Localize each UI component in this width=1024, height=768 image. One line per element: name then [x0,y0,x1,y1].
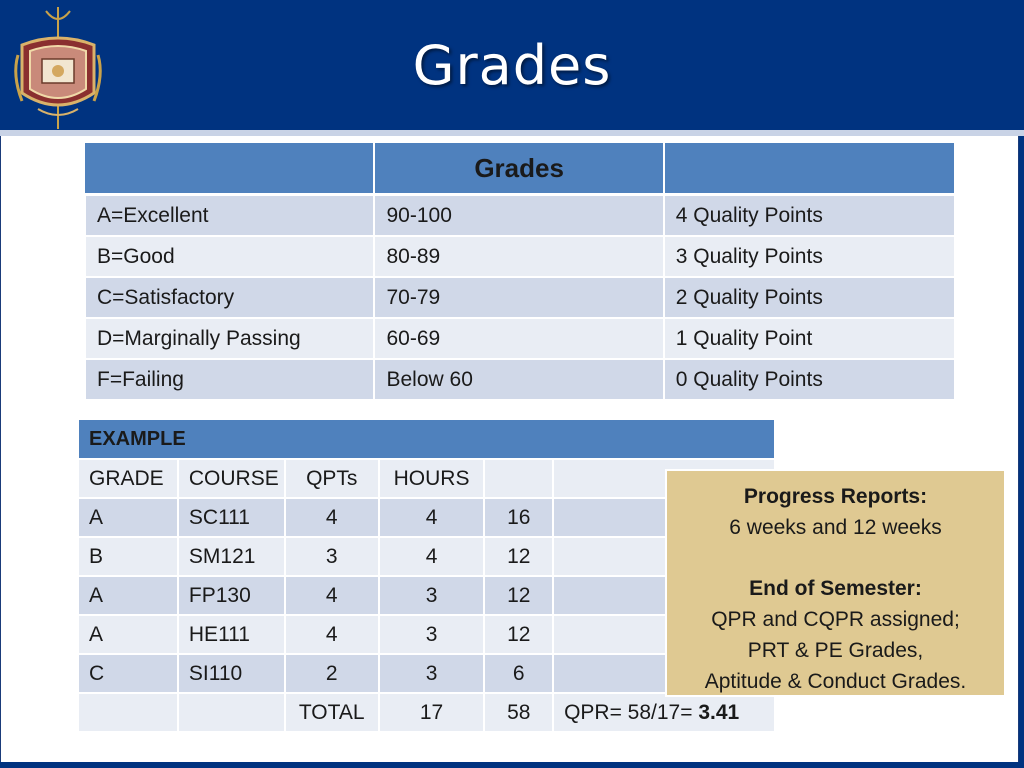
table-cell: 4 [379,537,485,576]
table-cell: 3 [285,537,379,576]
table-row [85,236,955,277]
column-header: COURSE [178,459,285,498]
table-cell: 12 [484,537,553,576]
total-hours: 17 [379,693,485,732]
frame-edge-bottom [0,762,1024,768]
table-cell: 80-89 [374,236,663,277]
table-cell: 12 [484,615,553,654]
table-cell: 4 [285,498,379,537]
column-header: HOURS [379,459,485,498]
table-row [85,195,955,237]
table-cell: SC111 [178,498,285,537]
grade-scale-table [84,143,956,401]
table-cell: F=Failing [85,359,374,400]
column-header [484,459,553,498]
table-cell: 3 [379,615,485,654]
table-cell: 0 Quality Points [664,359,955,400]
note-line: 6 weeks and 12 weeks [729,516,942,539]
table-cell: D=Marginally Passing [85,318,374,359]
table-cell: 16 [484,498,553,537]
table-cell [178,693,285,732]
column-header: GRADE [78,459,178,498]
table-cell: 4 [379,498,485,537]
header-cell [664,143,955,195]
table-cell: FP130 [178,576,285,615]
table-cell: HE111 [178,615,285,654]
table-cell: Below 60 [374,359,663,400]
table-cell: 12 [484,576,553,615]
table-cell: A [78,615,178,654]
example-title-row [78,419,775,459]
table-cell: 1 Quality Point [664,318,955,359]
column-header: QPTs [285,459,379,498]
table-cell: 3 [379,576,485,615]
table-cell: 70-79 [374,277,663,318]
table-cell: 2 Quality Points [664,277,955,318]
table-cell: 4 Quality Points [664,195,955,237]
qpr-result [553,693,775,732]
qpr-formula: QPR= 58/17= [564,700,699,724]
table-cell: 2 [285,654,379,693]
total-points: 58 [484,693,553,732]
table-cell: B [78,537,178,576]
note-line: QPR and CQPR assigned; [711,608,960,631]
table-cell: A=Excellent [85,195,374,237]
table-cell: 3 Quality Points [664,236,955,277]
note-heading-semester: End of Semester: [749,577,922,600]
table-cell: 90-100 [374,195,663,237]
total-label: TOTAL [285,693,379,732]
page-title: Grades [412,34,612,97]
note-spacer [667,543,1004,573]
header-cell: Grades [374,143,663,195]
qpr-value: 3.41 [698,700,740,724]
note-line: Aptitude & Conduct Grades. [704,670,967,693]
note-heading-progress: Progress Reports: [743,485,928,508]
table-cell: 60-69 [374,318,663,359]
table-cell: 3 [379,654,485,693]
info-note-box [665,469,1006,697]
table-cell: 4 [285,576,379,615]
table-cell: B=Good [85,236,374,277]
table-cell: SI110 [178,654,285,693]
table-header-row [85,143,955,195]
frame-edge-right [1019,136,1024,768]
table-cell: 6 [484,654,553,693]
header-bar [0,0,1024,130]
total-row [78,693,775,732]
note-line: PRT & PE Grades, [747,639,924,662]
example-title: EXAMPLE [78,419,775,459]
table-cell: C [78,654,178,693]
table-cell: A [78,576,178,615]
table-cell: SM121 [178,537,285,576]
table-row [85,277,955,318]
table-cell: A [78,498,178,537]
table-row [85,359,955,400]
table-cell [78,693,178,732]
header-cell [85,143,374,195]
table-row [85,318,955,359]
table-cell: C=Satisfactory [85,277,374,318]
table-cell: 4 [285,615,379,654]
